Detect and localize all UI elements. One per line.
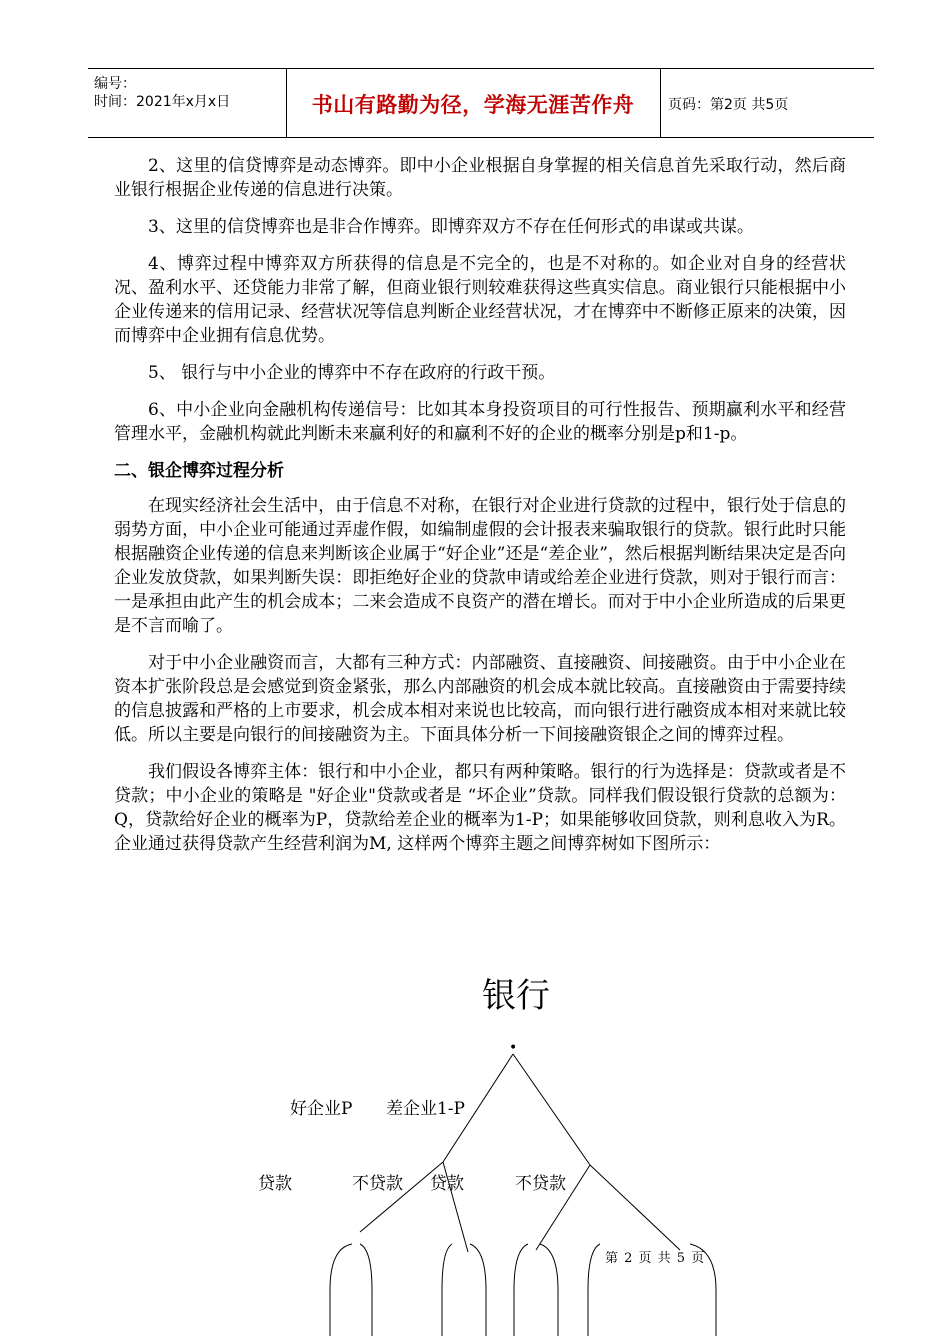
page-label: 页码：第2页 共5页	[668, 97, 789, 113]
paragraph-3: 3、这里的信贷博弈也是非合作博弈。即博弈双方不存在任何形式的串谋或共谋。	[148, 217, 754, 237]
branch-good-noloan	[443, 1162, 468, 1252]
tree-root-dot: •	[509, 1040, 518, 1056]
section-paragraph-1: 在现实经济社会生活中，由于信息不对称，在银行对企业进行贷款的过程中，银行处于信息的弱势方面，中小企业可能通过弄虚作假，如编制虚假的会计报表来骗取银行的贷款。银行此时只能根据融资企业传递的信息来判断该企业属于“好企业”还是“差企业”，然后根据判断结果决定是否向企业发放贷款，如果判断失误：即拒绝好企业的贷款申请或给差企业进行贷款，则对于银行而言：一是承担由此产生的机会成本；二来会造成不良资产的潜在增长。而对于中小企业所造成的后果更是不言而喻了。	[114, 496, 846, 636]
branch-bad	[513, 1054, 590, 1165]
number-label: 编号：	[94, 76, 136, 92]
branch-bad-noloan	[590, 1165, 680, 1250]
branch-good-loan	[360, 1162, 443, 1232]
payoff-brace-3-left	[514, 1244, 528, 1336]
tree-loan-label-1: 贷款	[258, 1174, 292, 1194]
section-heading: 二、银企博弈过程分析	[114, 461, 284, 481]
tree-noloan-label-1: 不贷款	[352, 1174, 403, 1194]
header-meta-cell	[88, 69, 287, 137]
tree-good-label: 好企业P	[290, 1099, 353, 1119]
paragraph-4: 4、博弈过程中博弈双方所获得的信息是不完全的，也是不对称的。如企业对自身的经营状况、盈利水平、还贷能力非常了解，但商业银行则较难获得这些真实信息。商业银行只能根据中小企业传递来的信用记录、经营状况等信息判断企业经营状况，才在博弈中不断修正原来的决策，因而博弈中企业拥有信息优势。	[114, 254, 846, 346]
paragraph-6: 6、中小企业向金融机构传递信号：比如其本身投资项目的可行性报告、预期赢利水平和经营管理水平，金融机构就此判断未来赢利好的和赢利不好的企业的概率分别是p和1-p。	[114, 400, 846, 444]
section-paragraph-2: 对于中小企业融资而言，大都有三种方式：内部融资、直接融资、间接融资。由于中小企业在资本扩张阶段总是会感觉到资金紧张，那么内部融资的机会成本就比较高。直接融资由于需要持续的信息披露和严格的上市要求，机会成本相对来说也比较高，而向银行进行融资成本相对来就比较低。所以主要是向银行的间接融资为主。下面具体分析一下间接融资银企之间的博弈过程。	[114, 653, 846, 745]
header-page-cell	[660, 69, 874, 137]
branch-bad-loan	[536, 1165, 590, 1250]
footer-page-number: 第 2 页 共 5 页	[605, 1251, 706, 1266]
tree-loan-label-2: 贷款	[430, 1174, 464, 1194]
payoff-brace-4-left	[588, 1244, 600, 1336]
page-header	[88, 68, 874, 138]
payoff-brace-1-right	[360, 1244, 372, 1336]
document-body	[114, 154, 846, 869]
payoff-brace-2-left	[442, 1244, 452, 1336]
payoff-brace-3-right	[540, 1244, 558, 1336]
branch-good	[443, 1054, 513, 1162]
payoff-brace-2-right	[470, 1244, 486, 1336]
paragraph-5: 5、 银行与中小企业的博弈中不存在政府的行政干预。	[148, 363, 556, 383]
motto: 书山有路勤为径，学海无涯苦作舟	[311, 93, 635, 117]
header-motto-cell	[286, 69, 661, 137]
tree-root-label: 银行	[482, 976, 550, 1016]
payoff-brace-1-left	[330, 1244, 352, 1336]
date-label: 时间：2021年x月x日	[94, 94, 231, 110]
tree-bad-label: 差企业1-P	[386, 1099, 465, 1119]
section-paragraph-3: 我们假设各博弈主体：银行和中小企业，都只有两种策略。银行的行为选择是：贷款或者是不贷款；中小企业的策略是 "好企业"贷款或者是 “坏企业”贷款。同样我们假设银行贷款的总额为：Q，贷款给好企业的概率为P，贷款给差企业的概率为1-P；如果能够收回贷款，则利息收入为R。企业通过获得贷款产生经营利润为M, 这样两个博弈主题之间博弈树如下图所示：	[114, 762, 846, 854]
paragraph-2: 2、这里的信贷博弈是动态博弈。即中小企业根据自身掌握的相关信息首先采取行动，然后商业银行根据企业传递的信息进行决策。	[114, 156, 846, 200]
tree-noloan-label-2: 不贷款	[515, 1174, 566, 1194]
